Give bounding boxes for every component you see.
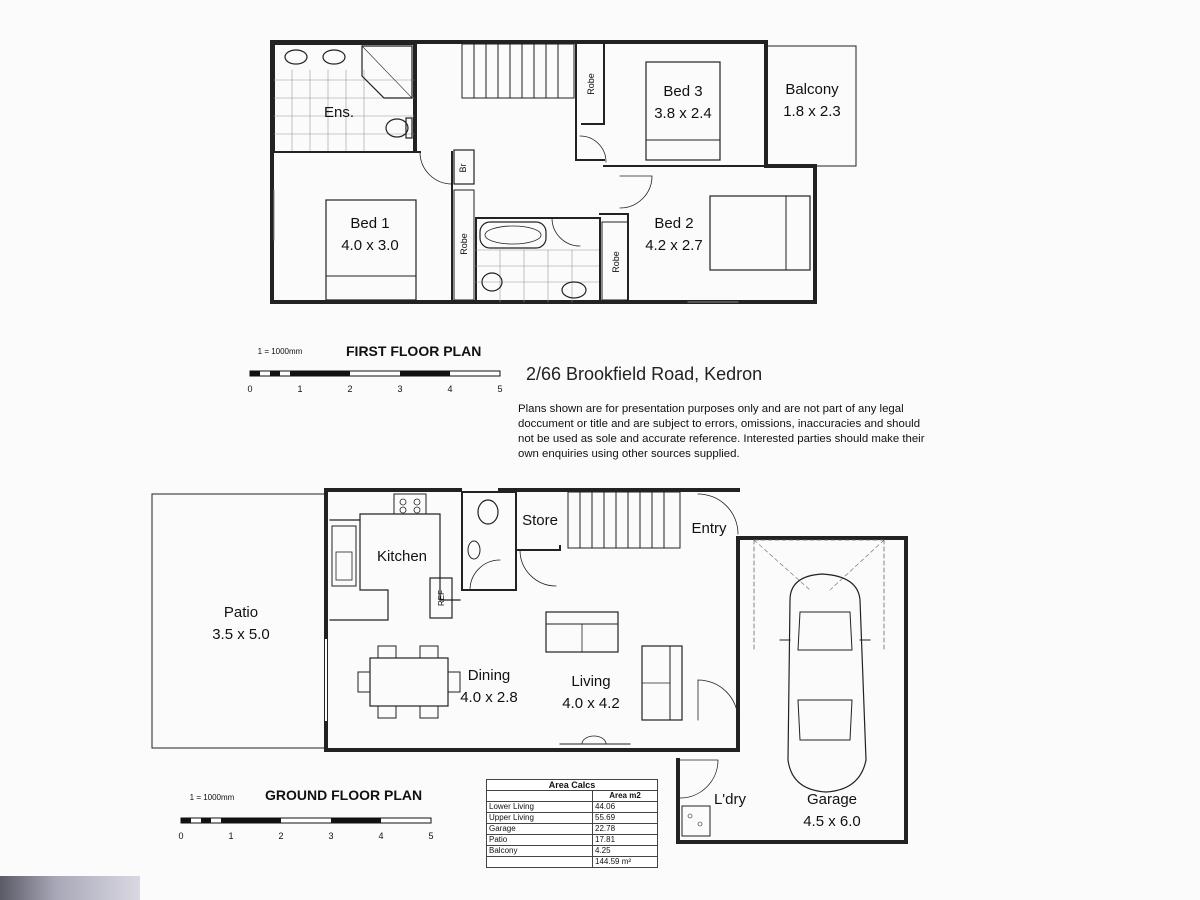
svg-text:2: 2 (278, 831, 284, 841)
first-floor-scale-bar (250, 371, 500, 376)
entry-label: Entry (691, 520, 727, 537)
table-row (487, 813, 658, 824)
patio-label: Patio (223, 604, 259, 621)
first-floor-title: FIRST FLOOR PLAN (346, 343, 482, 359)
first-floor-scale-label: 1 = 1000mm (257, 347, 303, 356)
laundry-door-swing (680, 760, 718, 798)
table-row (487, 824, 658, 835)
br-label: Br (458, 163, 468, 173)
living-label: Living (571, 673, 611, 690)
svg-text:3: 3 (397, 384, 403, 394)
garage-label: Garage (806, 791, 858, 808)
area-calcs-title: Area Calcs (487, 780, 658, 791)
area-calcs-total-row (487, 857, 658, 868)
area-row-label: Balcony (487, 846, 593, 857)
basin-icon (285, 50, 307, 64)
area-row-label: Upper Living (487, 813, 593, 824)
ground-floor-scale-label: 1 = 1000mm (189, 793, 235, 802)
door-swing (580, 136, 606, 162)
area-row-value: 17.81 (593, 835, 658, 846)
dining-table-icon (370, 658, 448, 706)
area-calcs-column-header: Area m2 (593, 791, 658, 802)
area-row-label: Patio (487, 835, 593, 846)
dining-label: Dining (467, 667, 511, 684)
bed2-label: Bed 2 (654, 215, 694, 232)
balcony-size: 1.8 x 2.3 (783, 103, 841, 120)
area-row-value: 4.25 (593, 846, 658, 857)
basin-icon (323, 50, 345, 64)
bed2-size: 4.2 x 2.7 (645, 237, 703, 254)
ground-floor-scale-ticks (178, 831, 433, 841)
svg-text:0: 0 (247, 384, 253, 394)
bed3-size: 3.8 x 2.4 (654, 105, 712, 122)
corner-image-fragment (0, 876, 140, 900)
laundry-tub-icon (682, 806, 710, 836)
fridge-label: REF (437, 590, 446, 606)
svg-text:5: 5 (428, 831, 434, 841)
property-address: 2/66 Brookfield Road, Kedron (526, 364, 763, 384)
bed2-robe-label: Robe (611, 251, 621, 273)
garage-size: 4.5 x 6.0 (803, 813, 861, 830)
area-row-label: Garage (487, 824, 593, 835)
area-calcs-header-row (487, 791, 658, 802)
svg-text:1: 1 (297, 384, 303, 394)
bed1-robe-label: Robe (459, 233, 469, 255)
svg-text:1: 1 (228, 831, 234, 841)
first-floor-plan (272, 42, 856, 302)
ensuite-label: Ens. (323, 104, 355, 121)
area-calcs-table (486, 779, 658, 868)
table-row (487, 846, 658, 857)
area-calcs-title-row (487, 780, 658, 791)
car-icon (780, 574, 870, 792)
patio-outline (152, 494, 326, 748)
area-calcs-blank-header (487, 791, 593, 802)
bed3-robe-label: Robe (586, 73, 596, 95)
table-row (487, 835, 658, 846)
area-row-value: 55.69 (593, 813, 658, 824)
area-row-value: 44.06 (593, 802, 658, 813)
table-row (487, 802, 658, 813)
area-total-value: 144.59 m² (593, 857, 658, 868)
living-size: 4.0 x 4.2 (562, 695, 620, 712)
first-floor-outer-wall (272, 42, 815, 302)
powder-room (462, 492, 516, 590)
svg-text:2: 2 (347, 384, 353, 394)
bed3-label: Bed 3 (663, 83, 703, 100)
door-swing (420, 152, 452, 184)
door-swing (620, 176, 652, 208)
area-row-label: Lower Living (487, 802, 593, 813)
svg-text:3: 3 (328, 831, 334, 841)
first-floor-scale-ticks (247, 384, 502, 394)
kitchen-label: Kitchen (376, 548, 428, 565)
patio-size: 3.5 x 5.0 (212, 626, 270, 643)
dining-size: 4.0 x 2.8 (460, 689, 518, 706)
bed1-label: Bed 1 (350, 215, 390, 232)
area-total-blank (487, 857, 593, 868)
bed2-bed-icon (710, 196, 810, 270)
svg-text:0: 0 (178, 831, 184, 841)
stairs (568, 492, 680, 548)
ground-floor-scale-bar (181, 818, 431, 823)
svg-text:4: 4 (378, 831, 384, 841)
stairs (462, 44, 574, 98)
garage-door-swing (698, 680, 738, 720)
toilet-icon (478, 500, 498, 524)
svg-text:4: 4 (447, 384, 453, 394)
store-label: Store (522, 512, 558, 529)
balcony-label: Balcony (785, 81, 839, 98)
cooktop-icon (394, 494, 426, 514)
bed1-size: 4.0 x 3.0 (341, 237, 399, 254)
area-row-value: 22.78 (593, 824, 658, 835)
disclaimer-text: Plans shown are for presentation purposes only and are not part of any legal doccument or title and are subject to errors, omissions, inaccuracies and should not be used as sole and accurate reference. Interested parties should make their own enquiries using other sources supplied. (518, 403, 925, 460)
ground-floor-title: GROUND FLOOR PLAN (265, 787, 423, 803)
svg-text:5: 5 (497, 384, 503, 394)
laundry-label: L'dry (713, 791, 747, 808)
basin-icon (562, 282, 586, 298)
